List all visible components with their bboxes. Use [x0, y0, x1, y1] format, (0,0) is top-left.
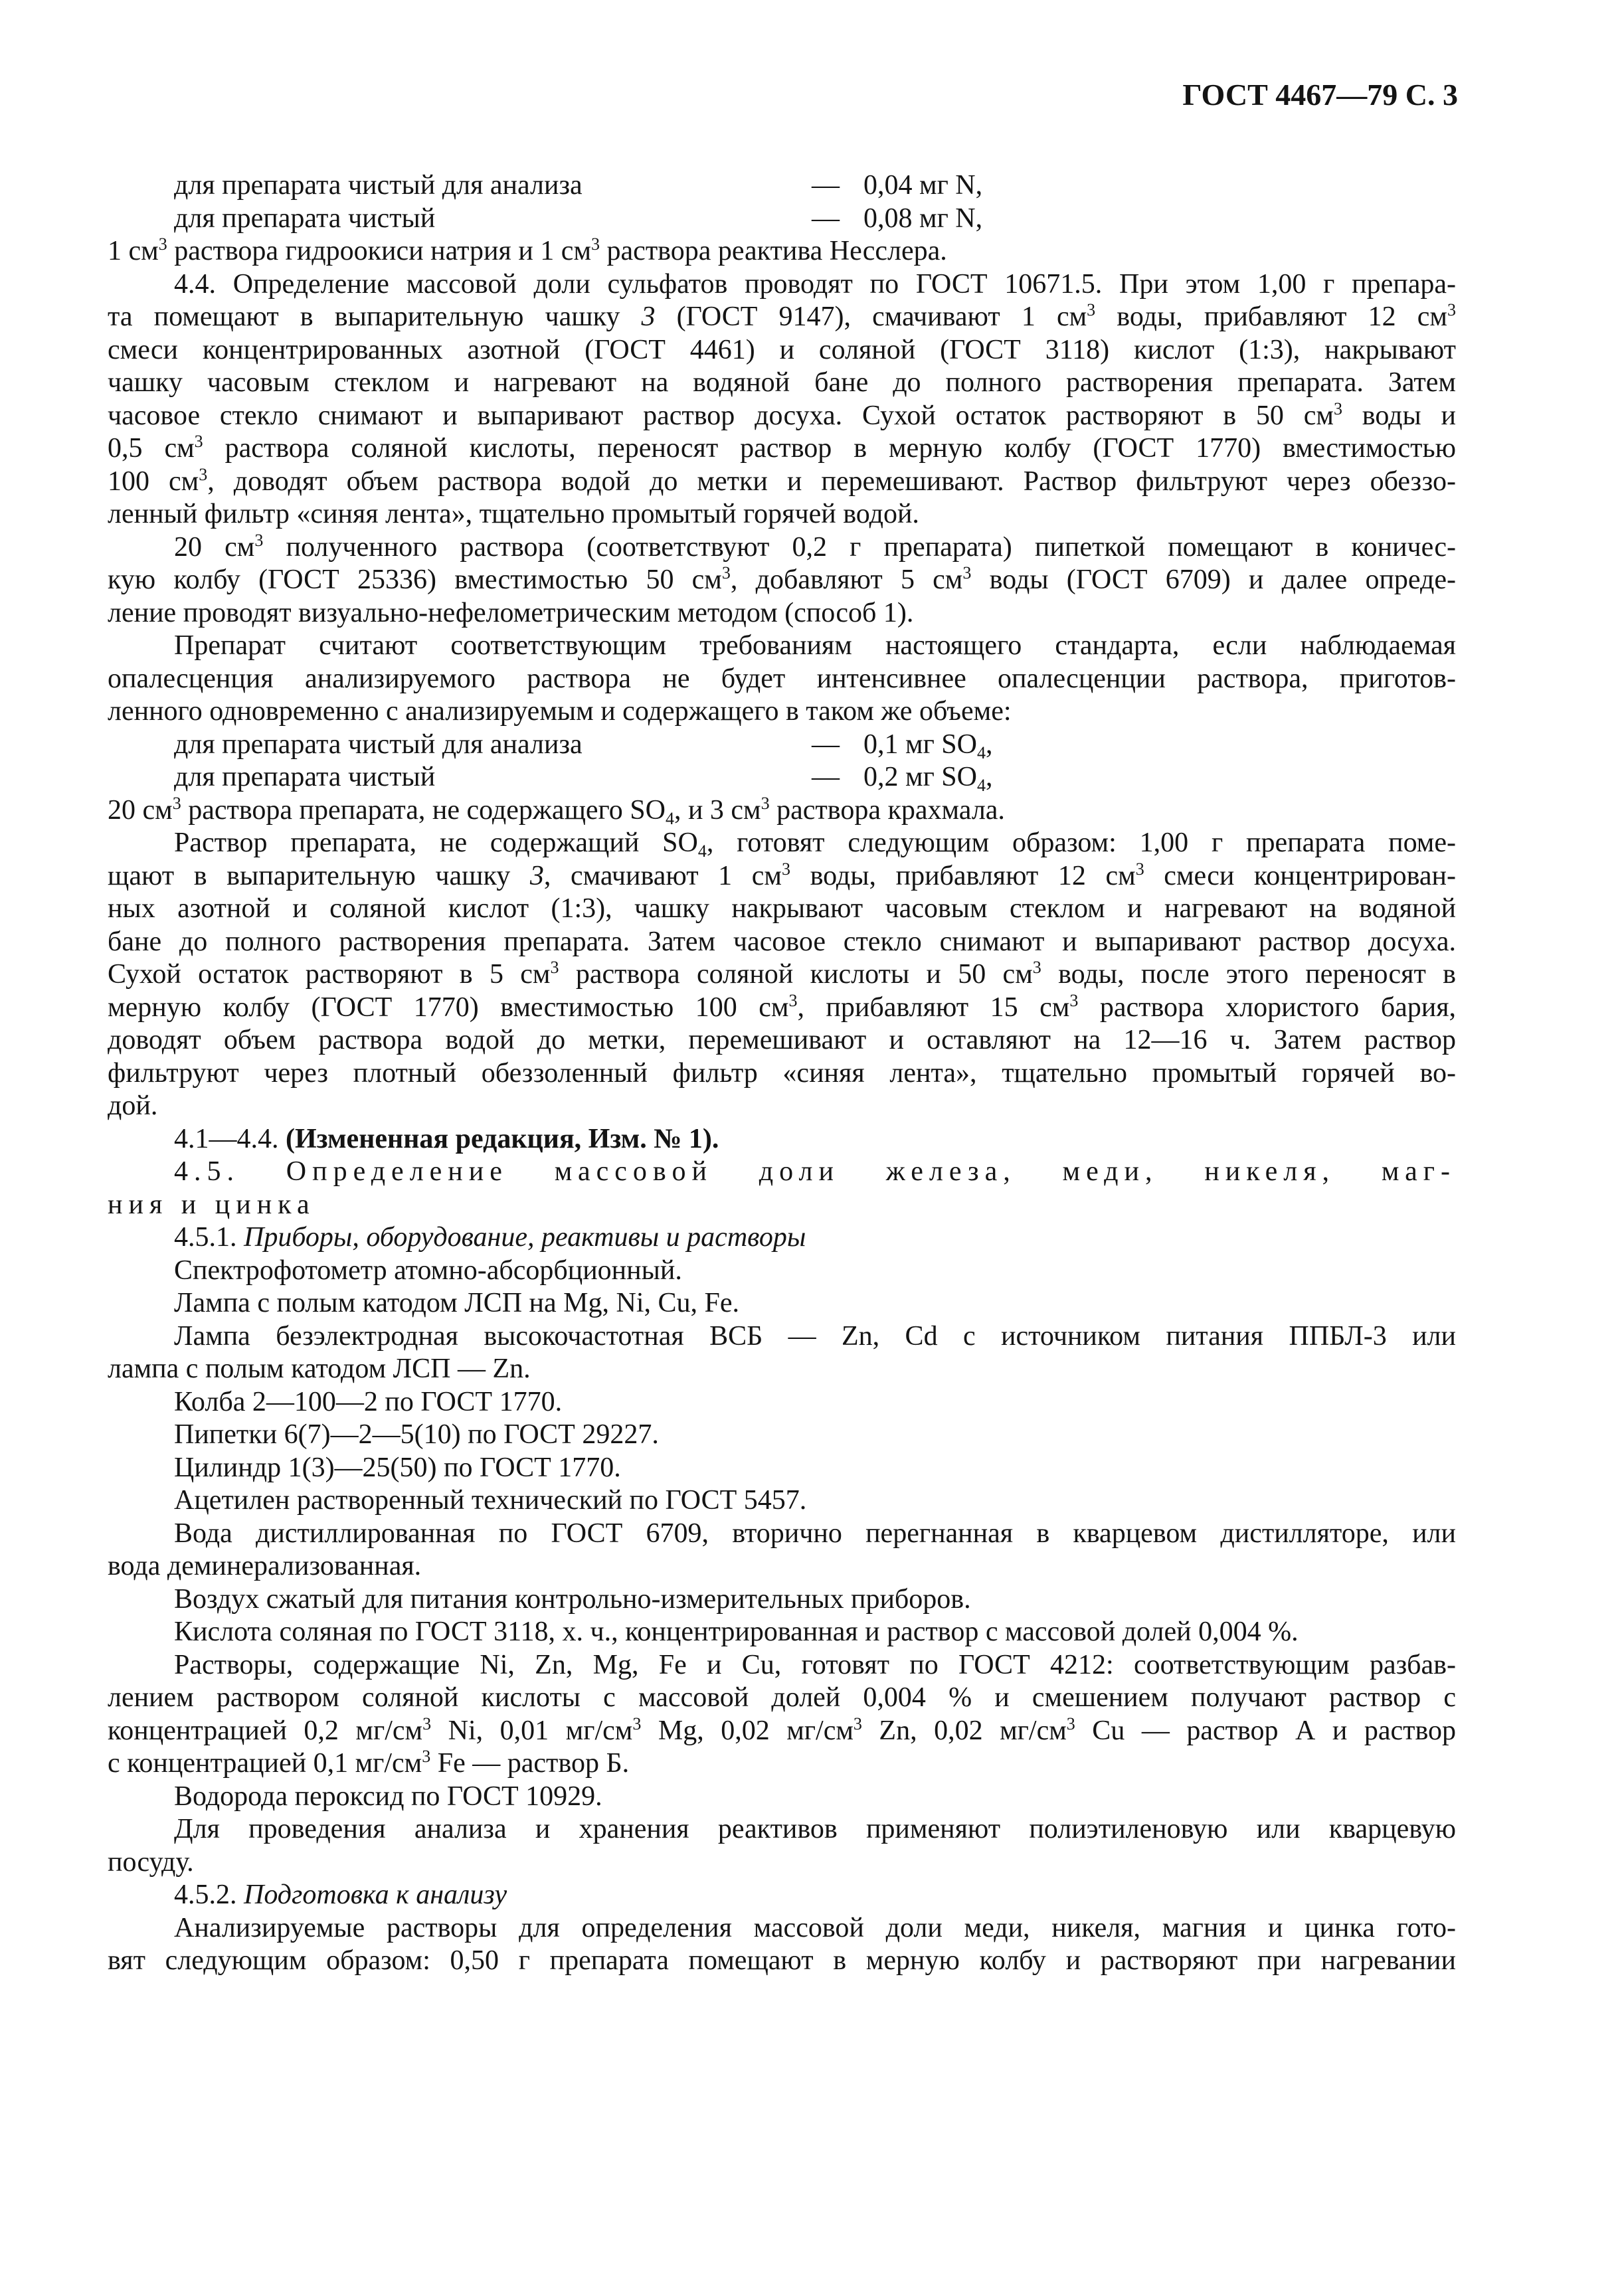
text-segment: , смачивают 1 см	[543, 860, 782, 891]
text-segment: (Измененная редакция, Изм. № 1).	[286, 1123, 719, 1154]
text-segment: 3	[1069, 990, 1079, 1010]
text-segment: 3	[254, 530, 264, 550]
text-line	[174, 1255, 1456, 1287]
text-segment: , и 3 см	[674, 794, 761, 826]
text-segment: Водорода пероксид по ГОСТ 10929.	[174, 1781, 602, 1812]
text-segment: часовое стекло снимают и выпаривают раствор досуха. Сухой остаток растворяют в 50 см	[108, 400, 1334, 431]
text-segment: Спектрофотометр атомно-абсорбционный.	[174, 1255, 682, 1286]
text-segment: ление проводят визуально-нефелометрическим методом (способ 1).	[108, 597, 914, 628]
text-line	[174, 761, 1522, 794]
text-line	[108, 1353, 1456, 1385]
text-segment: доводят объем раствора водой до метки, перемешивают и оставляют на 12—16 ч. Затем раствор	[108, 1025, 1456, 1055]
text-segment: 3	[962, 563, 972, 582]
text-line	[174, 1452, 1456, 1484]
text-segment: лением раствором соляной кислоты с массовой долей 0,004 % и смешением получают раствор с	[108, 1682, 1456, 1713]
text-line	[108, 564, 1456, 596]
text-segment: бане до полного растворения препарата. Затем часовое стекло снимают и выпаривают раствор досуха.	[108, 926, 1456, 957]
text-segment: воды, после этого переносят в	[1041, 959, 1457, 990]
text-line	[108, 400, 1456, 432]
text-segment: 1 см	[108, 236, 159, 266]
dash: —	[812, 203, 840, 234]
text-segment: Воздух сжатый для питания контрольно-измерительных приборов.	[174, 1583, 971, 1615]
text-segment: , прибавляют 15 см	[797, 992, 1070, 1023]
text-line	[174, 630, 1456, 662]
text-segment: 3	[199, 464, 208, 484]
text-line	[108, 1090, 1456, 1122]
text-segment: Ni, 0,01 мг/см	[431, 1715, 633, 1746]
text-line	[108, 926, 1456, 958]
text-line	[108, 1682, 1456, 1714]
text-line	[108, 695, 1456, 728]
limit-value: 0,1 мг $SO_4$,	[863, 729, 993, 762]
text-segment: 3	[1032, 958, 1041, 977]
text-line	[174, 1386, 1456, 1419]
text-line	[108, 597, 1456, 630]
text-segment: мерную колбу (ГОСТ 1770) вместимостью 100 см	[108, 992, 789, 1023]
text-line	[174, 1419, 1456, 1451]
text-segment: Zn, 0,02 мг/см	[861, 1715, 1067, 1746]
text-segment: 3	[1135, 859, 1144, 879]
text-segment: Лампа безэлектродная высокочастотная ВСБ — Zn, Cd с источником питания ППБЛ-3 или	[174, 1320, 1456, 1352]
text-segment: ленный фильтр «синяя лента», тщательно промытый горячей водой.	[108, 499, 919, 529]
text-segment: 3	[641, 302, 656, 332]
text-line	[108, 367, 1456, 399]
text-segment: Лампа с полым катодом ЛСП на Mg, Ni, Cu, Fe.	[174, 1288, 740, 1318]
text-segment: 3	[194, 432, 203, 451]
text-segment: 3	[788, 990, 798, 1010]
text-segment: та помещают в выпарительную чашку	[108, 302, 642, 332]
text-segment: воды, прибавляют 12 см	[790, 860, 1136, 891]
text-segment: с концентрацией 0,1 мг/см	[108, 1748, 422, 1779]
limit-value: 0,04 мг N,	[863, 170, 983, 201]
text-line	[108, 466, 1456, 498]
text-segment: вят следующим образом: 0,50 г препарата помещают в мерную колбу и растворяют при нагревании	[108, 1945, 1456, 1976]
text-segment: Кислота соляная по ГОСТ 3118, х. ч., концентрированная и раствор с массовой долей 0,004 %.	[174, 1617, 1299, 1647]
text-line	[174, 1649, 1456, 1682]
limit-label: для препарата чистый для анализа	[174, 170, 583, 201]
text-segment: 20 см	[108, 794, 173, 826]
limit-label: для препарата чистый для анализа	[174, 729, 583, 760]
text-segment: 3	[158, 234, 167, 254]
text-line	[108, 893, 1456, 925]
text-segment: лампа с полым катодом ЛСП — Zn.	[108, 1354, 531, 1384]
text-segment: 3	[781, 859, 790, 879]
text-segment: дой.	[108, 1091, 158, 1121]
text-segment: воды (ГОСТ 6709) и далее опреде-	[971, 565, 1456, 595]
text-line	[108, 235, 1456, 268]
text-line	[174, 1813, 1456, 1846]
text-segment: Подготовка к анализу	[244, 1880, 507, 1910]
text-line	[108, 860, 1456, 893]
text-line	[174, 268, 1456, 301]
text-line	[108, 1945, 1456, 1977]
text-segment: 20 см	[174, 531, 255, 563]
text-segment: , доводят объем раствора водой до метки и перемешивают. Раствор фильтруют через обеззо-	[207, 466, 1456, 497]
limit-label: для препарата чистый	[174, 762, 436, 792]
text-line	[174, 531, 1456, 564]
text-segment: 3	[172, 793, 181, 813]
limit-label: для препарата чистый	[174, 203, 436, 234]
text-line	[174, 1287, 1456, 1320]
text-segment: раствора препарата, не содержащего SO	[181, 794, 666, 826]
text-line	[174, 1320, 1456, 1353]
text-segment: щают в выпарительную чашку	[108, 860, 530, 891]
text-line	[108, 992, 1456, 1024]
text-line	[108, 1846, 1456, 1879]
text-segment: раствора хлористого бария,	[1078, 992, 1457, 1023]
text-segment: 3	[422, 1714, 432, 1733]
text-line	[108, 1550, 1456, 1583]
text-segment: 4.5.2.	[174, 1880, 244, 1910]
text-line	[108, 794, 1456, 827]
text-segment: воды, прибавляют 12 см	[1095, 302, 1447, 332]
text-segment: Ацетилен растворенный технический по ГОСТ 5457.	[174, 1485, 807, 1516]
text-segment: , готовят следующим образом: 1,00 г препарата поме-	[706, 828, 1456, 858]
text-line	[174, 1484, 1456, 1517]
text-line	[174, 169, 1522, 202]
text-line	[108, 1747, 1456, 1780]
text-line	[174, 1518, 1456, 1550]
text-segment: Цилиндр 1(3)—25(50) по ГОСТ 1770.	[174, 1452, 621, 1483]
text-segment: кую колбу (ГОСТ 25336) вместимостью 50 см	[108, 565, 722, 595]
text-line	[174, 827, 1456, 859]
text-segment: Пипетки 6(7)—2—5(10) по ГОСТ 29227.	[174, 1419, 659, 1450]
text-segment: Растворы, содержащие Ni, Zn, Mg, Fe и Cu, готовят по ГОСТ 4212: соответствующим разбав-	[174, 1649, 1456, 1680]
text-line	[108, 498, 1456, 531]
text-segment: 3	[591, 234, 600, 254]
text-segment: ленного одновременно с анализируемым и содержащего в таком же объеме:	[108, 696, 1012, 727]
text-line	[174, 1879, 1456, 1911]
limit-value: 0,2 мг $SO_4$,	[863, 762, 993, 795]
text-line	[108, 301, 1456, 333]
text-segment: ных азотной и соляной кислот (1:3), чашку накрывают часовым стеклом и нагревают на водяной	[108, 893, 1456, 924]
text-segment: чашку часовым стеклом и нагревают на водяной бане до полного растворения препарата. Затем	[108, 367, 1456, 398]
text-segment: 4.5.1.	[174, 1222, 244, 1253]
text-line	[174, 1912, 1456, 1945]
text-segment: вода деминерализованная.	[108, 1551, 422, 1581]
text-segment: 0,5 см	[108, 433, 195, 464]
text-segment: Для проведения анализа и хранения реактивов применяют полиэтиленовую или кварцевую	[174, 1814, 1456, 1844]
text-segment: Колба 2—100—2 по ГОСТ 1770.	[174, 1386, 563, 1417]
text-line	[174, 729, 1522, 761]
dash: —	[812, 170, 840, 201]
text-segment: посуду.	[108, 1846, 194, 1878]
text-line	[108, 958, 1456, 991]
text-segment: 4	[697, 841, 707, 861]
text-line	[174, 1221, 1456, 1254]
text-segment: 4	[665, 808, 674, 828]
text-line	[174, 1123, 1456, 1156]
text-line	[108, 663, 1456, 695]
text-segment: раствора реактива Несслера.	[600, 236, 947, 266]
text-line	[174, 203, 1522, 235]
text-segment: 3	[1447, 300, 1456, 319]
text-segment: Mg, 0,02 мг/см	[641, 1715, 854, 1746]
text-segment: воды и	[1342, 400, 1456, 431]
text-segment: смеси концентрирован-	[1144, 860, 1456, 891]
text-segment: Fe — раствор Б.	[430, 1748, 630, 1779]
text-segment: опалесценция анализируемого раствора не будет интенсивнее опалесценции раствора, приготов-	[108, 663, 1456, 694]
text-segment: раствора соляной кислоты и 50 см	[559, 959, 1033, 990]
text-segment: Анализируемые растворы для определения массовой доли меди, никеля, магния и цинка гото-	[174, 1912, 1456, 1943]
text-segment: смеси концентрированных азотной (ГОСТ 4461) и соляной (ГОСТ 3118) кислот (1:3), накрывают	[108, 334, 1456, 365]
text-segment: 4.1—4.4.	[174, 1123, 286, 1154]
text-line	[108, 432, 1456, 465]
text-segment: Раствор препарата, не содержащий SO	[174, 828, 698, 858]
text-segment: фильтруют через плотный обеззоленный фильтр «синяя лента», тщательно промытый горячей во-	[108, 1057, 1456, 1089]
text-segment: 3	[632, 1714, 642, 1733]
text-segment: Препарат считают соответствующим требованиям настоящего стандарта, если наблюдаемая	[174, 630, 1456, 661]
text-segment: 3	[853, 1714, 862, 1733]
text-line	[174, 1616, 1456, 1648]
text-segment: 3	[721, 563, 731, 582]
limit-value: 0,08 мг N,	[863, 203, 983, 234]
text-segment: 4.4. Определение массовой доли сульфатов проводят по ГОСТ 10671.5. При этом 1,00 г препара-	[174, 268, 1456, 300]
text-line	[174, 1781, 1456, 1813]
text-segment: , добавляют 5 см	[730, 565, 963, 595]
page-header: ГОСТ 4467—79 С. 3	[1182, 78, 1458, 112]
dash: —	[812, 729, 840, 760]
text-segment: (ГОСТ 9147), смачивают 1 см	[655, 302, 1087, 332]
text-line	[108, 1057, 1456, 1090]
text-segment: 3	[1087, 300, 1096, 319]
text-line	[108, 1024, 1456, 1057]
text-segment: 100 см	[108, 466, 199, 497]
text-segment: 3	[1333, 398, 1342, 418]
text-line	[174, 1156, 1456, 1188]
text-line	[174, 1583, 1456, 1616]
dash: —	[812, 762, 840, 792]
text-line	[108, 334, 1456, 367]
text-segment: 4.5. Определение массовой доли железа, меди, никеля, маг-	[174, 1156, 1456, 1187]
text-segment: раствора гидроокиси натрия и 1 см	[167, 236, 592, 266]
text-segment: 3	[761, 793, 770, 813]
text-segment: 3	[529, 860, 544, 891]
text-segment: полученного раствора (соответствуют 0,2 г препарата) пипеткой помещают в коничес-	[263, 531, 1456, 563]
text-segment: 3	[1066, 1714, 1075, 1733]
text-segment: Приборы, оборудование, реактивы и растворы	[244, 1222, 806, 1253]
text-line	[108, 1715, 1456, 1747]
text-segment: раствора соляной кислоты, переносят раствор в мерную колбу (ГОСТ 1770) вместимостью	[203, 433, 1456, 464]
text-segment: 3	[550, 958, 559, 977]
text-segment: ния и цинка	[108, 1189, 316, 1220]
text-segment: концентрацией 0,2 мг/см	[108, 1715, 423, 1746]
text-segment: Сухой остаток растворяют в 5 см	[108, 959, 551, 990]
text-segment: раствора крахмала.	[769, 794, 1005, 826]
text-segment: 3	[422, 1747, 431, 1766]
text-segment: Вода дистиллированная по ГОСТ 6709, вторично перегнанная в кварцевом дистилляторе, или	[174, 1518, 1456, 1549]
text-line	[108, 1189, 1456, 1221]
text-segment: Cu — раствор А и раствор	[1075, 1715, 1457, 1746]
